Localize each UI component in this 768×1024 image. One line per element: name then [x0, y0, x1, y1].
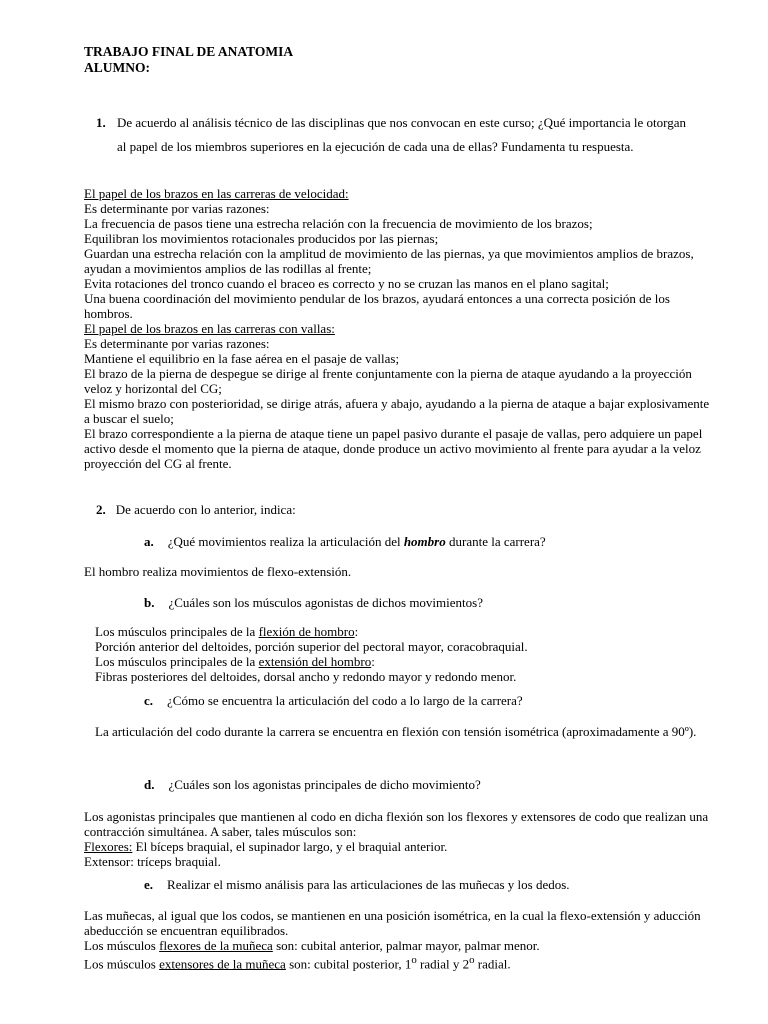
document-header [84, 44, 293, 76]
speed-line: Guardan una estrecha relación con la amplitud de movimiento de las piernas, ya que movimientos amplios de brazos, ayudan a movimientos amplios de las rodillas al frente; [84, 246, 694, 276]
question-2-text: De acuerdo con lo anterior, indica: [115, 502, 296, 517]
student-label: ALUMNO: [84, 60, 150, 75]
question-2e-letter: e. [144, 877, 154, 892]
answer-2b: Los músculos principales de la flexión de hombro: Porción anterior del deltoides, porción superior del pectoral mayor, coracobraquial. Los músculos principales de la extensión del hombro: Fibras posteriores del deltoides, dorsal ancho y redondo mayor y redondo menor. [95, 624, 725, 684]
emphasis-hombro: hombro [403, 534, 446, 549]
flexores-label: Flexores: [84, 839, 133, 854]
answer-1 [84, 186, 714, 471]
answer-2d: Los agonistas principales que mantienen al codo en dicha flexión son los flexores y extensores de codo que realizan una contracción simultánea. A saber, tales músculos son: Flexores: El bíceps braquial, el supinador largo, y el braquial anterior. Extensor: tríceps braquial. [84, 809, 709, 869]
extension-muscles: Fibras posteriores del deltoides, dorsal ancho y redondo mayor y redondo menor. [95, 669, 517, 684]
hurdles-line: El brazo de la pierna de despegue se dirige al frente conjuntamente con la pierna de ataque ayudando a la proyección veloz y horizontal del CG; [84, 366, 692, 396]
question-1-number: 1. [96, 115, 106, 130]
hurdles-line: Es determinante por varias razones: [84, 336, 270, 351]
hurdles-line: Mantiene el equilibrio en la fase aérea en el pasaje de vallas; [84, 351, 400, 366]
hurdles-line: El mismo brazo con posterioridad, se dirige atrás, afuera y abajo, ayudando a la pierna de ataque a bajar explosivamente a buscar el suelo; [84, 396, 710, 426]
speed-line: Equilibran los movimientos rotacionales producidos por las piernas; [84, 231, 439, 246]
document-title: TRABAJO FINAL DE ANATOMIA [84, 44, 294, 59]
question-2a: a. ¿Qué movimientos realiza la articulación del hombro durante la carrera? [144, 534, 546, 549]
question-2 [96, 502, 296, 517]
speed-line: Evita rotaciones del tronco cuando el braceo es correcto y no se cruzan las manos en el plano sagital; [84, 276, 609, 291]
answer-2c: La articulación del codo durante la carrera se encuentra en flexión con tensión isométrica (aproximadamente a 90º). [95, 724, 697, 739]
question-2a-letter: a. [144, 534, 154, 549]
answer-2e: Las muñecas, al igual que los codos, se mantienen en una posición isométrica, en la cual la flexo-extensión y aducción abeducción se encuentran equilibrados. Los músculos flexores de la muñeca son: cubital anterior, palmar mayor, palmar menor. Los músculos extensores de la muñeca son: cubital posterior, 1$^o$ radial y 2$^o$ radial. [84, 908, 701, 972]
question-2e: e. Realizar el mismo análisis para las articulaciones de las muñecas y los dedos. [144, 877, 570, 892]
question-2d-letter: d. [144, 777, 155, 792]
question-2d: d. ¿Cuáles son los agonistas principales de dicho movimiento? [144, 777, 481, 792]
question-2-number: 2. [96, 502, 106, 517]
question-2c: c. ¿Cómo se encuentra la articulación del codo a lo largo de la carrera? [144, 693, 523, 708]
speed-line: La frecuencia de pasos tiene una estrecha relación con la frecuencia de movimiento de los brazos; [84, 216, 593, 231]
speed-line: Una buena coordinación del movimiento pendular de los brazos, ayudará entonces a una correcta posición de los hombros. [84, 291, 670, 321]
question-2b: b. ¿Cuáles son los músculos agonistas de dichos movimientos? [144, 595, 483, 610]
question-1 [96, 111, 696, 158]
answer-2a: El hombro realiza movimientos de flexo-extensión. [84, 564, 352, 579]
question-2c-letter: c. [144, 693, 154, 708]
speed-line: Es determinante por varias razones: [84, 201, 270, 216]
question-2b-letter: b. [144, 595, 155, 610]
flexion-muscles: Porción anterior del deltoides, porción superior del pectoral mayor, coracobraquial. [95, 639, 528, 654]
hurdles-line: El brazo correspondiente a la pierna de ataque tiene un papel pasivo durante el pasaje de vallas, pero adquiere un papel activo desde el momento que la pierna de ataque, donde produce un activo movimiento al frente para ayudar a la veloz proyección del CG al frente. [84, 426, 703, 471]
section-heading-hurdles: El papel de los brazos en las carreras con vallas: [84, 321, 335, 336]
question-1-text: De acuerdo al análisis técnico de las disciplinas que nos convocan en este curso; ¿Qué importancia le otorgan al papel de los miembros superiores en la ejecución de cada una de ellas? Fundamenta tu respuesta. [117, 115, 687, 154]
section-heading-speed: El papel de los brazos en las carreras de velocidad: [84, 186, 349, 201]
